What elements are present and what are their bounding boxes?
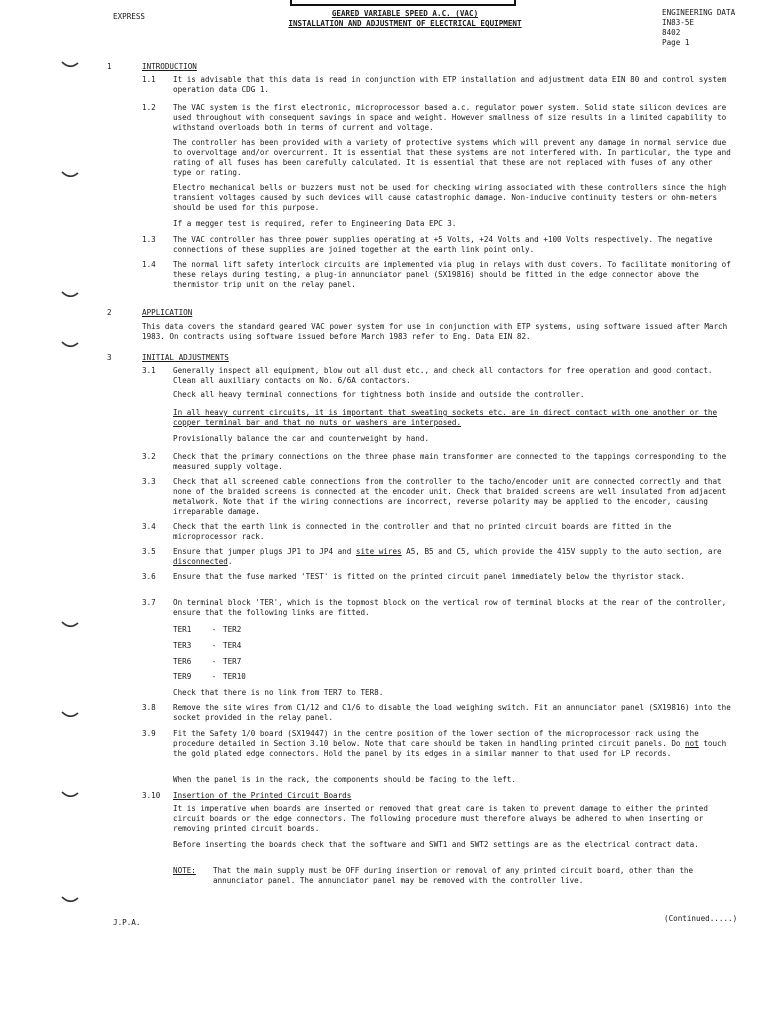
punch-hole-mark — [60, 170, 80, 180]
paragraph — [173, 547, 733, 567]
paragraph: Check that all screened cable connections from the controller to the tacho/encoder unit are connected correctly and that none of the braided screens is connected at the encoder unit. Check that braided screens are well insulated from adjacent metalwork. Note that if the wiring connections are incorrect, reverse polarity may be applied to the encoder, causing irreparable damage. — [173, 477, 727, 516]
para-number: 3.1 — [142, 366, 156, 375]
paragraph: The controller has been provided with a variety of protective systems which will prevent any damage in normal service due to overvoltage and/or overcurrent. It is essential that these systems are not interfered with. In particular, the type and rating of all fuses has been carefully calculated. It is essential that these are not replaced with fuses of any other type or rating. — [173, 138, 731, 177]
footer-continued: (Continued.....) — [664, 914, 738, 923]
text-run: Ensure that jumper plugs JP1 to JP4 and — [173, 547, 356, 556]
paragraph: Ensure that the fuse marked 'TEST' is fitted on the printed circuit panel immediately below the thyristor stack. — [173, 572, 686, 581]
header-right — [662, 8, 762, 48]
ter-from: TER3 — [173, 641, 192, 650]
paragraph: The normal lift safety interlock circuits are implemented via plug in relays with dust covers. To facilitate monitoring of these relays during testing, a plug-in annunciator panel (SX19816) should be fitted in the edge connector above the thermistor trip unit on the relay panel. — [173, 260, 731, 289]
header-right-line4: Page 1 — [662, 38, 690, 47]
para-number: 3.9 — [142, 729, 156, 738]
section-number: 3 — [107, 353, 112, 362]
punch-hole-mark — [60, 620, 80, 630]
para-number: 1.4 — [142, 260, 156, 269]
para-number: 1.3 — [142, 235, 156, 244]
punch-hole-mark — [60, 60, 80, 70]
para-number: 1.1 — [142, 75, 156, 84]
para-number: 3.10 — [142, 791, 161, 800]
ter-link-row — [173, 672, 246, 682]
section-number: 2 — [107, 308, 112, 317]
paragraph: Check all heavy terminal connections for tightness both inside and outside the controller. — [173, 390, 585, 399]
section-title: APPLICATION — [142, 308, 193, 317]
note-text: That the main supply must be OFF during insertion or removal of any printed circuit board, other than the annunciator panel. The annunciator panel may be removed with the controller live. — [213, 866, 694, 885]
para-number: 3.2 — [142, 452, 156, 461]
para-number: 3.3 — [142, 477, 156, 486]
section-title: INITIAL ADJUSTMENTS — [142, 353, 229, 362]
text-run: A5, B5 and C5, which provide the 415V supply to the auto section, are — [401, 547, 722, 556]
para-number: 3.6 — [142, 572, 156, 581]
para-number: 3.8 — [142, 703, 156, 712]
para-number: 1.2 — [142, 103, 156, 112]
paragraph: On terminal block 'TER', which is the topmost block on the vertical row of terminal blocks at the rear of the controller, ensure that the following links are fitted. — [173, 598, 727, 617]
ter-from: TER9 — [173, 672, 192, 681]
header-title — [230, 9, 580, 29]
para-number: 3.7 — [142, 598, 156, 607]
paragraph: Generally inspect all equipment, blow out all dust etc., and check all contactors for free operation and good contact. Clean all auxiliary contacts on No. 6/6A contactors. — [173, 366, 713, 385]
ter-to: TER7 — [223, 657, 242, 666]
para-number: 3.4 — [142, 522, 156, 531]
paragraph: The VAC controller has three power supplies operating at +5 Volts, +24 Volts and +100 Volts respectively. The negative connections of these supplies are joined together at the earth link point only. — [173, 235, 713, 254]
text-run: . — [227, 557, 233, 566]
punch-hole-mark — [60, 340, 80, 350]
paragraph: Before inserting the boards check that the software and SWT1 and SWT2 settings are as the electrical contract data. — [173, 840, 699, 849]
punch-hole-mark — [60, 710, 80, 720]
text-run: Fit the Safety 1/0 board (SX19447) in the centre position of the lower section of the microprocessor rack using the procedure detailed in Section 3.10 below. Note that care should be taken in handling printed circuit panels. Do — [173, 729, 699, 748]
text-run-underlined: disconnected — [173, 557, 228, 566]
ter-to: TER10 — [223, 672, 246, 681]
paragraph: Provisionally balance the car and counterweight by hand. — [173, 434, 430, 443]
header-right-line1: ENGINEERING DATA — [662, 8, 736, 17]
text-run-underlined: not — [685, 739, 699, 748]
paragraph — [173, 729, 733, 759]
ter-from: TER1 — [173, 625, 192, 634]
paragraph: It is advisable that this data is read in conjunction with ETP installation and adjustment data EIN 80 and control system operation data CDG 1. — [173, 75, 727, 94]
paragraph: This data covers the standard geared VAC power system for use in conjunction with ETP systems, using software issued after March 1983. On contracts using software issued before March 1983 refer to Eng. Data EIN 82. — [142, 322, 728, 341]
paragraph: Remove the site wires from C1/12 and C1/6 to disable the load weighing switch. Fit an annunciator panel (SX19816) into the socket provided in the relay panel. — [173, 703, 731, 722]
ter-link-row — [173, 657, 241, 667]
footer-initials: J.P.A. — [113, 918, 141, 927]
punch-hole-mark — [60, 895, 80, 905]
ter-dash: - — [211, 641, 217, 650]
paragraph: If a megger test is required, refer to Engineering Data EPC 3. — [173, 219, 457, 228]
paragraph: Check that the earth link is connected in the controller and that no printed circuit boards are fitted in the microprocessor rack. — [173, 522, 672, 541]
paragraph: Check that there is no link from TER7 to TER8. — [173, 688, 384, 697]
paragraph-underlined: In all heavy current circuits, it is important that sweating sockets etc. are in direct contact with one another or the copper terminal bar and that no nuts or washers are interposed. — [173, 408, 718, 427]
top-box-fragment — [290, 0, 516, 6]
note-label: NOTE: — [173, 866, 196, 875]
subsection-title: Insertion of the Printed Circuit Boards — [173, 791, 352, 800]
paragraph: Check that the primary connections on the three phase main transformer are connected to the tappings corresponding to the measured supply voltage. — [173, 452, 727, 471]
punch-hole-mark — [60, 790, 80, 800]
header-right-line2: IN83-5E — [662, 18, 695, 27]
paragraph: It is imperative when boards are inserted or removed that great care is taken to prevent damage to either the printed circuit boards or the edge connectors. The following procedure must therefore always be adhered to when inserting or removing printed circuit boards. — [173, 804, 708, 833]
paragraph: The VAC system is the first electronic, microprocessor based a.c. regulator power system. Solid state silicon devices are used throughout with consequent savings in space and weight. However smallness of size results in a limited capability to withstand overloads both in terms of current and voltage. — [173, 103, 727, 132]
ter-from: TER6 — [173, 657, 192, 666]
header-right-line3: 8402 — [662, 28, 681, 37]
section-number: 1 — [107, 62, 112, 71]
header-title-line1: GEARED VARIABLE SPEED A.C. (VAC) — [331, 9, 479, 18]
text-run: touch the gold plated edge connectors. Hold the panel by its edges in a similar manner to that used for LP records. — [173, 739, 727, 758]
ter-to: TER2 — [223, 625, 242, 634]
para-number: 3.5 — [142, 547, 156, 556]
punch-hole-mark — [60, 290, 80, 300]
ter-link-row — [173, 641, 241, 651]
paragraph: Electro mechanical bells or buzzers must not be used for checking wiring associated with these controllers since the high transient voltages caused by such devices will cause catastrophic damage. Non-inducive continuity testers or ohm-meters should be used for this purpose. — [173, 183, 727, 212]
ter-dash: - — [211, 657, 217, 666]
header-left: EXPRESS — [113, 12, 146, 21]
paragraph: When the panel is in the rack, the components should be facing to the left. — [173, 775, 516, 784]
section-title: INTRODUCTION — [142, 62, 197, 71]
header-title-line2: INSTALLATION AND ADJUSTMENT OF ELECTRICAL EQUIPMENT — [288, 19, 522, 28]
ter-dash: - — [211, 672, 217, 681]
ter-to: TER4 — [223, 641, 242, 650]
ter-dash: - — [211, 625, 217, 634]
ter-link-row — [173, 625, 241, 635]
text-run-underlined: site wires — [355, 547, 402, 556]
